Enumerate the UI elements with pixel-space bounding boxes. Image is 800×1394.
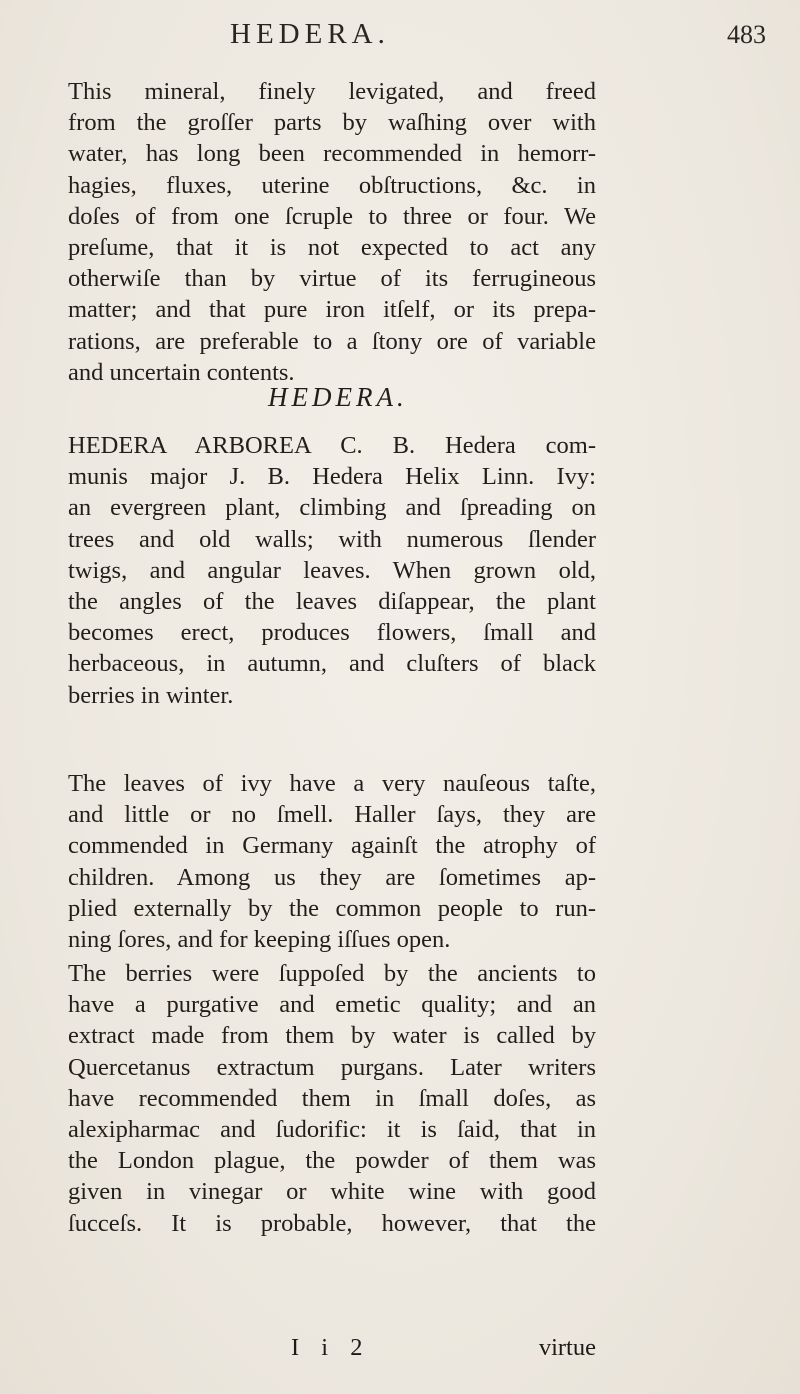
text-line: alexipharmac and ſudorific: it is ſaid, that in (68, 1116, 596, 1144)
text-line: ſucceſs. It is probable, however, that the (68, 1209, 596, 1237)
text-line: the London plague, the powder of them was (68, 1147, 596, 1175)
text-line: twigs, and angular leaves. When grown old, (68, 556, 596, 584)
catchword: virtue (538, 1334, 596, 1361)
text-line: preſume, that it is not expected to act any (68, 234, 596, 262)
text-line: Quercetanus extractum purgans. Later writers (68, 1053, 596, 1081)
text-line: ning ſores, and for keeping iſſues open. (68, 926, 451, 954)
paragraph-berries (68, 958, 596, 1239)
text-line: the angles of the leaves diſappear, the plant (68, 588, 596, 616)
text-line: have recommended them in ſmall doſes, as (68, 1084, 596, 1112)
text-line: extract made from them by water is called by (68, 1022, 596, 1050)
text-line: The berries were ſuppoſed by the ancients to (68, 960, 596, 987)
paragraph-mineral (68, 76, 596, 388)
page-footer (68, 1334, 596, 1366)
paragraph-leaves (68, 768, 596, 955)
text-line: given in vinegar or white wine with good (68, 1178, 596, 1206)
paragraph-hedera-description (68, 430, 596, 711)
running-head: HEDERA. (230, 18, 390, 50)
text-line: The leaves of ivy have a very nauſeous taſte, (68, 770, 596, 797)
section-title: HEDERA. (268, 382, 408, 412)
text-line: berries in winter. (68, 681, 234, 709)
page-number: 483 (727, 20, 766, 49)
text-line: hagies, fluxes, uterine obſtructions, &c. in (68, 171, 596, 199)
text-line: children. Among us they are ſometimes ap- (68, 863, 596, 891)
text-line: herbaceous, in autumn, and cluſters of black (68, 650, 596, 678)
text-line: becomes erect, produces flowers, ſmall and (68, 619, 596, 647)
text-line: munis major J. B. Hedera Helix Linn. Ivy: (68, 463, 596, 491)
text-line: and uncertain contents. (68, 358, 295, 386)
text-line: commended in Germany againſt the atrophy of (68, 832, 596, 860)
text-line: otherwiſe than by virtue of its ferrugineous (68, 265, 596, 293)
signature-mark: I i 2 (291, 1334, 371, 1361)
text-line: have a purgative and emetic quality; and an (68, 991, 596, 1019)
text-line: water, has long been recommended in hemorr- (68, 140, 596, 168)
text-line: rations, are preferable to a ſtony ore of variable (68, 327, 596, 355)
text-line: plied externally by the common people to run- (68, 894, 596, 922)
text-line: trees and old walls; with numerous ſlender (68, 525, 596, 553)
text-line: an evergreen plant, climbing and ſpreading on (68, 494, 596, 522)
text-line: This mineral, finely levigated, and freed (68, 78, 596, 105)
text-line: from the groſſer parts by waſhing over with (68, 109, 596, 137)
text-line: HEDERA ARBOREA C. B. Hedera com- (68, 432, 596, 459)
text-line: and little or no ſmell. Haller ſays, they are (68, 801, 596, 829)
text-line: matter; and that pure iron itſelf, or its prepa- (68, 296, 596, 324)
text-line: doſes of from one ſcruple to three or four. We (68, 202, 596, 230)
